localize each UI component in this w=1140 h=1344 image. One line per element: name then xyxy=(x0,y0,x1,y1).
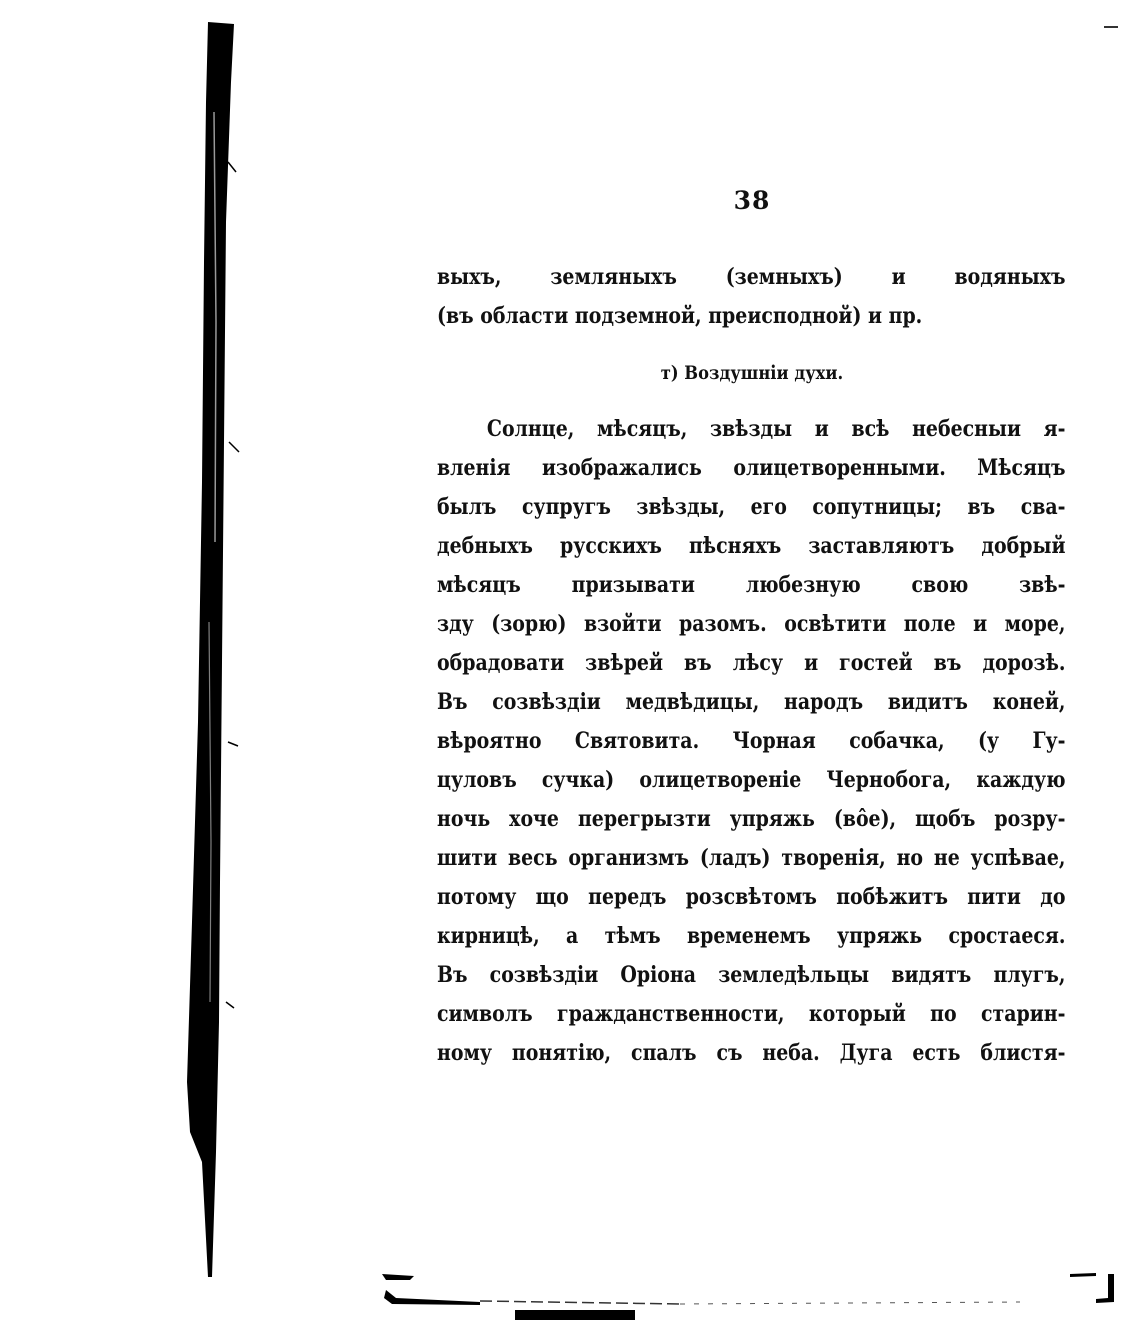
text-line: Солнце, мѣсяцъ, звѣзды и всѣ небесныи я- xyxy=(486,416,1066,442)
text-block xyxy=(437,258,1067,1073)
text-line: символъ гражданственности, который по старин- xyxy=(437,1001,1066,1027)
text-line: обрадовати звѣрей въ лѣсу и гостей въ дорозѣ. xyxy=(437,650,1066,676)
text-line: выхъ, земляныхъ (земныхъ) и водяныхъ xyxy=(437,264,1066,290)
bottom-page-edge xyxy=(380,1268,1120,1328)
text-line: потому що передъ розсвѣтомъ побѣжитъ пити до xyxy=(437,884,1066,910)
corner-mark xyxy=(1104,26,1118,28)
text-line: дебныхъ русскихъ пѣсняхъ заставляютъ добрый xyxy=(437,533,1066,559)
text-line: Въ созвѣздіи медвѣдицы, народъ видитъ коней, xyxy=(437,689,1066,715)
text-line: вѣроятно Святовита. Чорная собачка, (у Гу- xyxy=(437,728,1066,754)
text-line: ному понятію, спалъ съ неба. Дуга есть блистя- xyxy=(437,1040,1066,1066)
section-heading: т) Воздушніи духи. xyxy=(660,362,844,384)
text-line: мѣсяцъ призывати любезную свою звѣ- xyxy=(437,572,1066,598)
text-line: кирницѣ, а тѣмъ временемъ упряжь сростаеся. xyxy=(437,923,1066,949)
text-line: вленія изображались олицетворенными. Мѣсяцъ xyxy=(437,455,1066,481)
text-line: шити весь организмъ (ладъ) творенія, но не успѣвае, xyxy=(437,845,1066,871)
page-number: 38 xyxy=(733,186,771,215)
text-line: Въ созвѣздіи Оріона земледѣльцы видятъ плугъ, xyxy=(437,962,1066,988)
text-line: былъ супругъ звѣзды, его сопутницы; въ сва- xyxy=(437,494,1066,520)
book-spine-shadow xyxy=(184,22,244,1277)
text-line: зду (зорю) взойти разомъ. освѣтити поле и море, xyxy=(437,611,1066,637)
text-line: ночь хоче перегрызти упряжь (вôе), щобъ розру- xyxy=(437,806,1066,832)
text-line: цуловъ сучка) олицетвореніе Чернобога, каждую xyxy=(437,767,1066,793)
text-line: (въ области подземной, преисподной) и пр. xyxy=(437,303,923,329)
